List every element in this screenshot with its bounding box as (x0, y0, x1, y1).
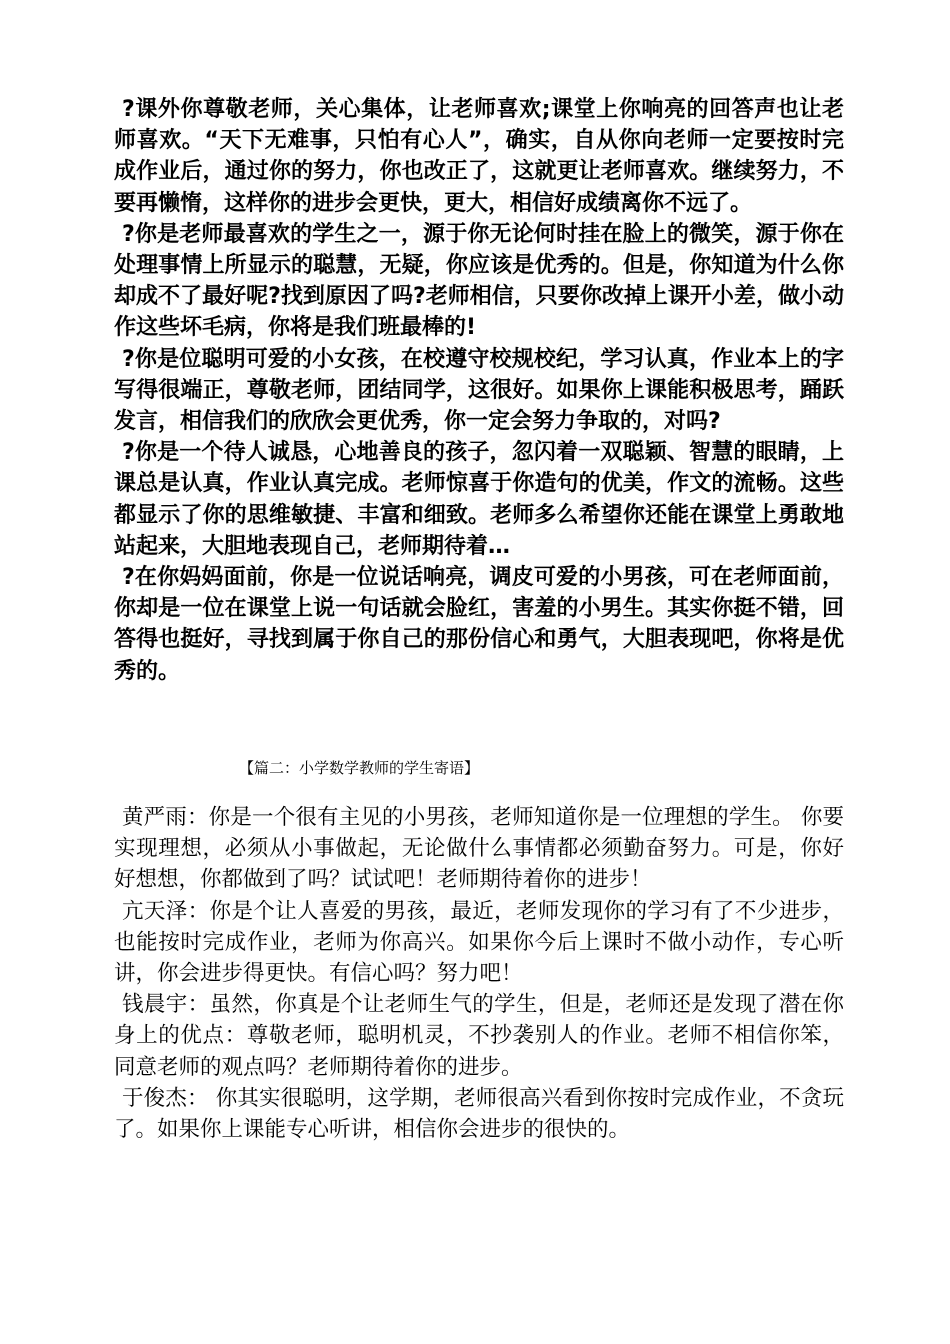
comments-section-one (114, 94, 844, 687)
comments-section-two (114, 802, 844, 1145)
comment-paragraph: ?你是老师最喜欢的学生之一，源于你无论何时挂在脸上的微笑，源于你在处理事情上所显示的聪慧，无疑，你应该是优秀的。但是，你知道为什么你却成不了最好呢?找到原因了吗?老师相信，只要你改掉上课开小差，做小动作这些坏毛病，你将是我们班最棒的! (114, 221, 844, 341)
comment-paragraph: ?课外你尊敬老师，关心集体，让老师喜欢;课堂上你响亮的回答声也让老师喜欢。“天下无难事，只怕有心人”，确实，自从你向老师一定要按时完成作业后，通过你的努力，你也改正了，这就更让老师喜欢。继续努力，不要再懒惰，这样你的进步会更快，更大，相信好成绩离你不远了。 (114, 97, 844, 216)
student-comment: 于俊杰： 你其实很聪明，这学期，老师很高兴看到你按时完成作业，不贪玩了。如果你上课能专心听讲，相信你会进步的很快的。 (114, 1085, 844, 1143)
student-comment: 钱晨宇：虽然，你真是个让老师生气的学生，但是，老师还是发现了潜在你身上的优点：尊敬老师，聪明机灵，不抄袭别人的作业。老师不相信你笨，同意老师的观点吗？老师期待着你的进步。 (114, 992, 844, 1080)
comment-paragraph: ?你是位聪明可爱的小女孩，在校遵守校规校纪，学习认真，作业本上的字写得很端正，尊敬老师，团结同学，这很好。如果你上课能积极思考，踊跃发言，相信我们的欣欣会更优秀，你一定会努力争取的，对吗? (114, 346, 844, 435)
comment-paragraph: ?在你妈妈面前，你是一位说话响亮，调皮可爱的小男孩，可在老师面前，你却是一位在课堂上说一句话就会脸红，害羞的小男生。其实你挺不错，回答得也挺好，寻找到属于你自己的那份信心和勇气，大胆表现吧，你将是优秀的。 (114, 565, 844, 684)
comment-paragraph: ?你是一个待人诚恳，心地善良的孩子，忽闪着一双聪颖、智慧的眼睛，上课总是认真，作业认真完成。老师惊喜于你造句的优美，作文的流畅。这些都显示了你的思维敏捷、丰富和细致。老师多么希望你还能在课堂上勇敢地站起来，大胆地表现自己，老师期待着… (114, 440, 844, 559)
student-comment: 亢天泽：你是个让人喜爱的男孩，最近，老师发现你的学习有了不少进步，也能按时完成作业，老师为你高兴。如果你今后上课时不做小动作，专心听讲，你会进步得更快。有信心吗？努力吧！ (114, 898, 844, 987)
section-heading: 【篇二：小学数学教师的学生寄语】 (239, 759, 480, 777)
student-comment: 黄严雨：你是一个很有主见的小男孩，老师知道你是一位理想的学生。 你要实现理想，必须从小事做起，无论做什么事情都必须勤奋努力。可是，你好好想想，你都做到了吗？试试吧！老师期待着你的进步！ (114, 805, 844, 893)
